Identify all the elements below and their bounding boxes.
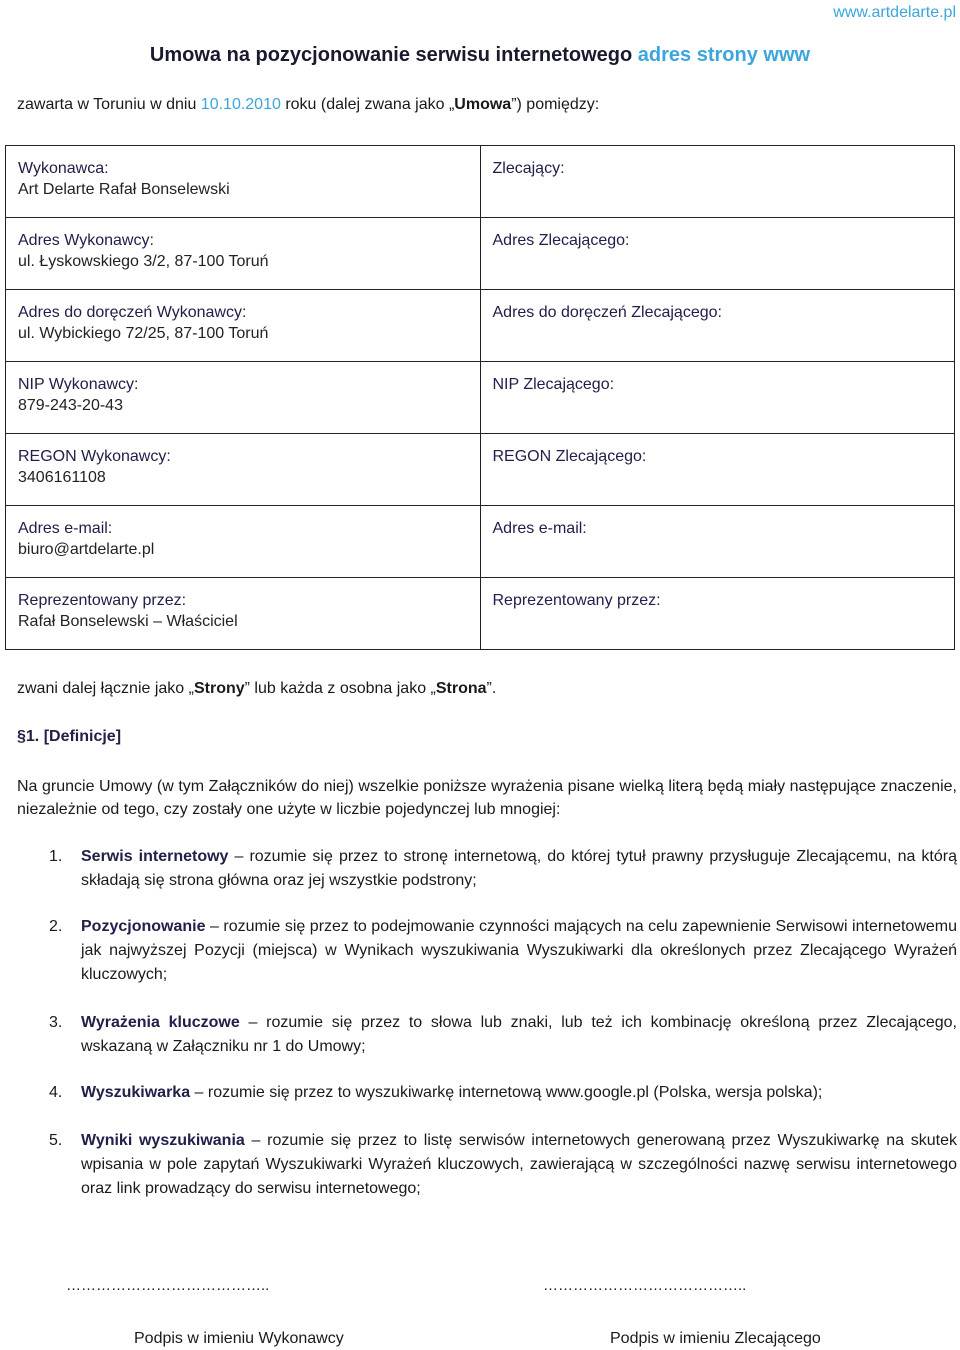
parties-table bbox=[5, 145, 955, 650]
client-cell bbox=[480, 146, 955, 218]
intro-suffix: ”) pomiędzy: bbox=[511, 96, 600, 113]
term-strony: Strony bbox=[193, 680, 245, 697]
definition-item bbox=[17, 845, 957, 893]
intro-line bbox=[17, 96, 599, 114]
client-cell bbox=[480, 290, 955, 362]
contractor-field-value: Rafał Bonselewski – Właściciel bbox=[18, 613, 238, 630]
parties-row bbox=[6, 146, 955, 218]
strony-line bbox=[17, 680, 496, 698]
contractor-field-value: ul. Wybickiego 72/25, 87-100 Toruń bbox=[18, 325, 269, 342]
definitions-intro: Na gruncie Umowy (w tym Załączników do niej) wszelkie poniższe wyrażenia pisane wielką literą będą miały następujące znaczenie, niezależnie od tego, czy zostały one użyte w liczbie pojedynczej lub mnogiej: bbox=[17, 778, 957, 818]
contractor-cell bbox=[6, 290, 481, 362]
contractor-field-value: 3406161108 bbox=[18, 469, 106, 486]
definition-term: Serwis internetowy bbox=[81, 848, 229, 865]
signature-label-client: Podpis w imieniu Zlecającego bbox=[610, 1330, 821, 1347]
client-cell bbox=[480, 362, 955, 434]
contract-date: 10.10.2010 bbox=[200, 96, 281, 113]
contractor-cell bbox=[6, 146, 481, 218]
definition-text bbox=[81, 1011, 957, 1059]
definition-text bbox=[81, 1129, 957, 1201]
definition-number: 2. bbox=[49, 918, 63, 935]
client-cell bbox=[480, 578, 955, 650]
definition-body: – rozumie się przez to słowa lub znaki, lub też ich kombinację określoną przez Zlecającego, wskazaną w Załączniku nr 1 do Umowy; bbox=[81, 1014, 957, 1055]
client-field-label: Adres e-mail: bbox=[492, 520, 587, 537]
contractor-field-value: Art Delarte Rafał Bonselewski bbox=[18, 181, 230, 198]
client-field-label: Adres do doręczeń Zlecającego: bbox=[492, 304, 722, 321]
contractor-cell bbox=[6, 506, 481, 578]
signature-line-contractor: ………………………………….. bbox=[66, 1277, 270, 1294]
definition-text bbox=[81, 1081, 957, 1105]
definition-number: 3. bbox=[49, 1014, 63, 1031]
contractor-field-value: biuro@artdelarte.pl bbox=[18, 541, 155, 558]
intro-middle: roku (dalej zwana jako „ bbox=[280, 96, 455, 113]
site-url[interactable]: www.artdelarte.pl bbox=[833, 4, 956, 21]
definition-term: Pozycjonowanie bbox=[81, 918, 206, 935]
document-title bbox=[0, 44, 960, 67]
contractor-field-value: 879-243-20-43 bbox=[18, 397, 123, 414]
definition-term: Wyrażenia kluczowe bbox=[81, 1014, 240, 1031]
definition-text bbox=[81, 845, 957, 893]
client-field-label: Reprezentowany przez: bbox=[492, 592, 661, 609]
parties-row bbox=[6, 434, 955, 506]
parties-row bbox=[6, 362, 955, 434]
client-cell bbox=[480, 506, 955, 578]
client-field-label: NIP Zlecającego: bbox=[492, 376, 615, 393]
definition-number: 1. bbox=[49, 848, 63, 865]
definition-item bbox=[17, 1129, 957, 1201]
definition-term: Wyniki wyszukiwania bbox=[81, 1132, 245, 1149]
client-field-label: Zlecający: bbox=[492, 160, 565, 177]
title-highlight: adres strony www bbox=[637, 44, 811, 66]
signature-line-client: ………………………………….. bbox=[543, 1277, 747, 1294]
definition-item bbox=[17, 1011, 957, 1059]
definition-term: Wyszukiwarka bbox=[81, 1084, 191, 1101]
section-heading: §1. [Definicje] bbox=[17, 728, 122, 745]
contractor-cell bbox=[6, 218, 481, 290]
definition-body: – rozumie się przez to stronę internetową, do której tytuł prawny przysługuje Zlecającemu, na którą składają się strona główna oraz jej wszystkie podstrony; bbox=[81, 848, 957, 889]
parties-row bbox=[6, 578, 955, 650]
contractor-cell bbox=[6, 362, 481, 434]
contractor-field-value: ul. Łyskowskiego 3/2, 87-100 Toruń bbox=[18, 253, 269, 270]
term-umowa: Umowa bbox=[454, 96, 512, 113]
definition-body: – rozumie się przez to wyszukiwarkę internetową www.google.pl (Polska, wersja polska); bbox=[190, 1084, 823, 1101]
strony-middle: ” lub każda z osobna jako „ bbox=[244, 680, 436, 697]
contractor-field-label: Adres Wykonawcy: bbox=[18, 232, 154, 249]
contractor-field-label: Adres e-mail: bbox=[18, 520, 113, 537]
definition-body: – rozumie się przez to listę serwisów internetowych generowaną przez Wyszukiwarkę na skutek wpisania w pole zapytań Wyszukiwarki Wyrażeń kluczowych, zawierającą w szczególności nazwę serwisu internetowego oraz link prowadzący do serwisu internetowego; bbox=[81, 1132, 957, 1197]
parties-row bbox=[6, 290, 955, 362]
contractor-field-label: Wykonawca: bbox=[18, 160, 109, 177]
definition-item bbox=[17, 1081, 957, 1105]
contractor-cell bbox=[6, 578, 481, 650]
definition-text bbox=[81, 915, 957, 987]
definition-item bbox=[17, 915, 957, 987]
definition-body: – rozumie się przez to podejmowanie czynności mających na celu zapewnienie Serwisowi internetowemu jak najwyższej Pozycji (miejsca) w Wynikach wyszukiwania Wyszukiwarki dla określonych przez Zlecającego Wyrażeń kluczowych; bbox=[81, 918, 957, 983]
strony-suffix: ”. bbox=[486, 680, 497, 697]
client-field-label: Adres Zlecającego: bbox=[492, 232, 630, 249]
title-main: Umowa na pozycjonowanie serwisu internetowego bbox=[149, 44, 633, 66]
contractor-cell bbox=[6, 434, 481, 506]
parties-row bbox=[6, 506, 955, 578]
contractor-field-label: NIP Wykonawcy: bbox=[18, 376, 139, 393]
term-strona: Strona bbox=[435, 680, 487, 697]
contractor-field-label: REGON Wykonawcy: bbox=[18, 448, 171, 465]
client-cell bbox=[480, 218, 955, 290]
definition-number: 4. bbox=[49, 1084, 63, 1101]
contractor-field-label: Adres do doręczeń Wykonawcy: bbox=[18, 304, 247, 321]
strony-prefix: zwani dalej łącznie jako „ bbox=[17, 680, 194, 697]
intro-prefix: zawarta w Toruniu w dniu bbox=[17, 96, 201, 113]
parties-row bbox=[6, 218, 955, 290]
definition-number: 5. bbox=[49, 1132, 63, 1149]
client-cell bbox=[480, 434, 955, 506]
contractor-field-label: Reprezentowany przez: bbox=[18, 592, 187, 609]
signature-label-contractor: Podpis w imieniu Wykonawcy bbox=[134, 1330, 344, 1347]
client-field-label: REGON Zlecającego: bbox=[492, 448, 647, 465]
